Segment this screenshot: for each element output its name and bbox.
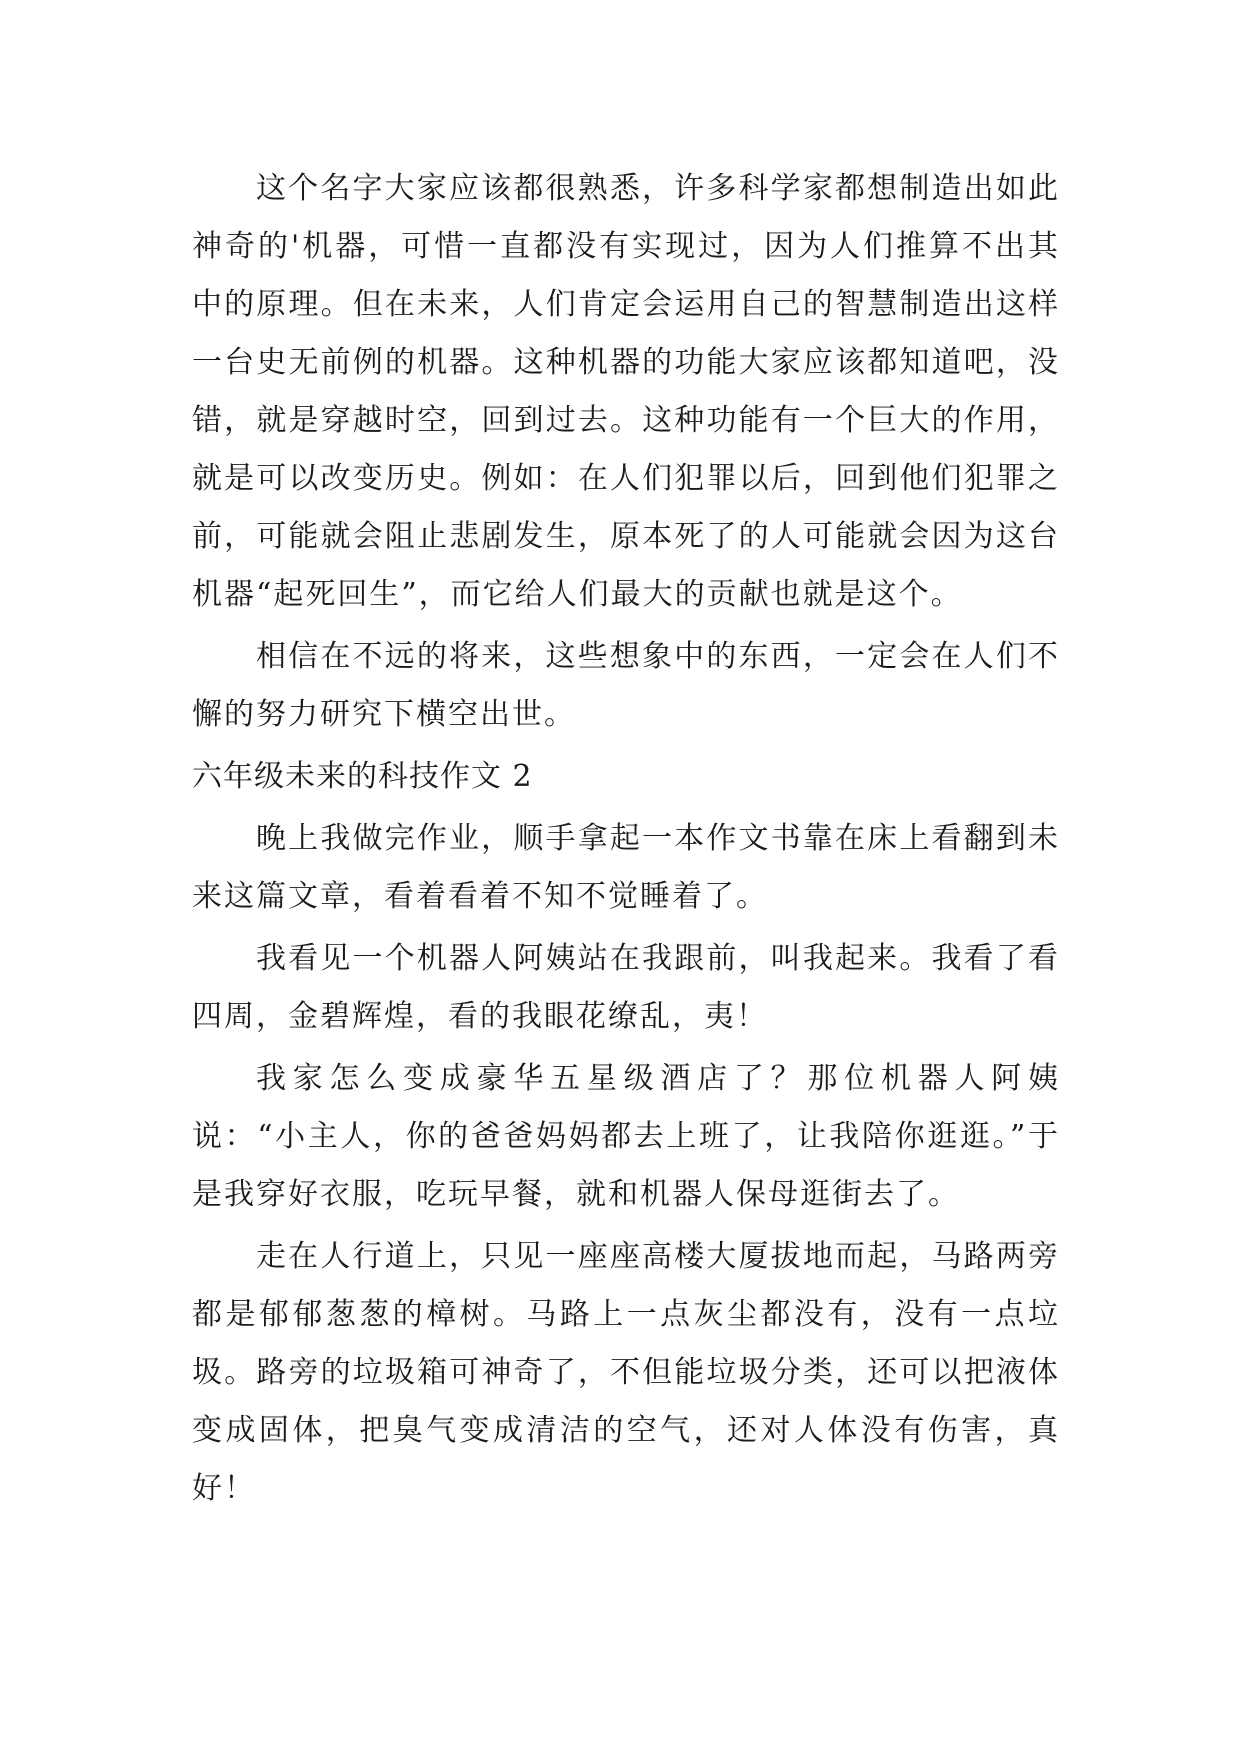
document-body: [192, 160, 1060, 1522]
paragraph-robot-aunt: 我看见一个机器人阿姨站在我跟前，叫我起来。我看了看四周，金碧辉煌，看的我眼花缭乱，夷！: [192, 941, 1060, 1034]
paragraph-future-belief: 相信在不远的将来，这些想象中的东西，一定会在人们不懈的努力研究下横空出世。: [192, 639, 1060, 732]
essay-heading: 六年级未来的科技作文 2: [192, 759, 533, 794]
paragraph-time-machine: 这个名字大家应该都很熟悉，许多科学家都想制造出如此神奇的'机器，可惜一直都没有实现过，因为人们推算不出其中的原理。但在未来，人们肯定会运用自己的智慧制造出这样一台史无前例的机器。这种机器的功能大家应该都知道吧，没错，就是穿越时空，回到过去。这种功能有一个巨大的作用，就是可以改变历史。例如：在人们犯罪以后，回到他们犯罪之前，可能就会阻止悲剧发生，原本死了的人可能就会因为这台机器“起死回生”，而它给人们最大的贡献也就是这个。: [192, 171, 1060, 612]
paragraph-evening: 晚上我做完作业，顺手拿起一本作文书靠在床上看翻到未来这篇文章，看着看着不知不觉睡着了。: [192, 821, 1060, 914]
paragraph-street: 走在人行道上，只见一座座高楼大厦拔地而起，马路两旁都是郁郁葱葱的樟树。马路上一点灰尘都没有，没有一点垃圾。路旁的垃圾箱可神奇了，不但能垃圾分类，还可以把液体变成固体，把臭气变成清洁的空气，还对人体没有伤害，真好！: [192, 1239, 1060, 1506]
paragraph-hotel: 我家怎么变成豪华五星级酒店了？那位机器人阿姨说：“小主人，你的爸爸妈妈都去上班了，让我陪你逛逛。”于是我穿好衣服，吃玩早餐，就和机器人保母逛街去了。: [192, 1061, 1060, 1212]
